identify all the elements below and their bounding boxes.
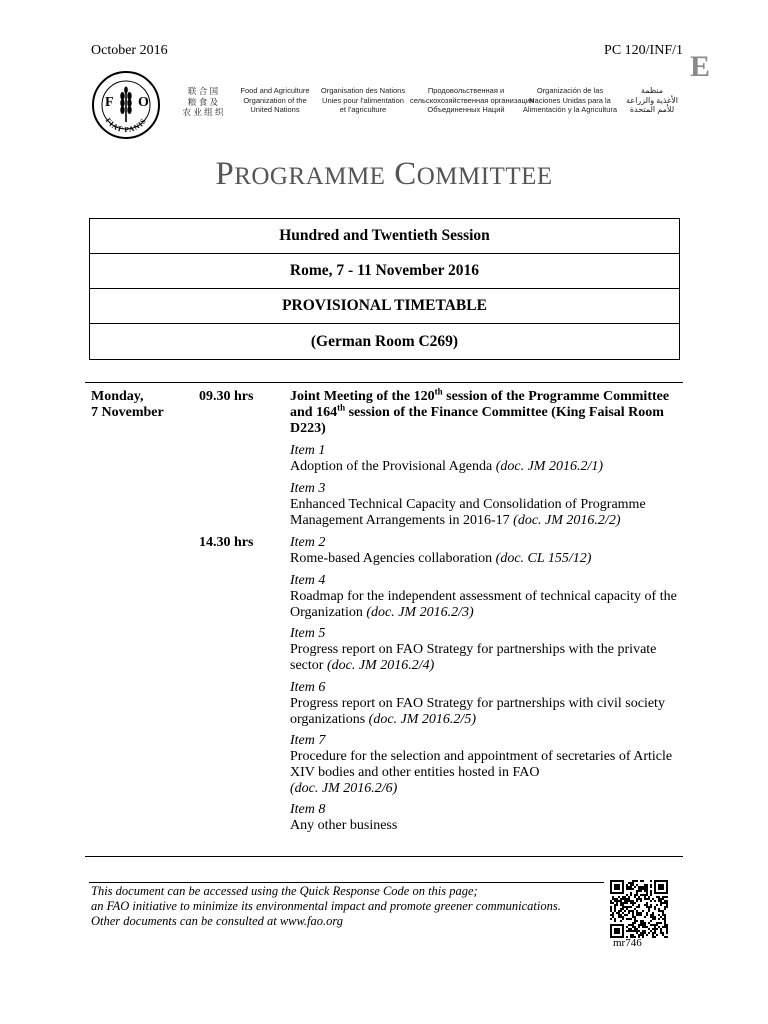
agenda-item: Item 8 Any other business — [290, 802, 398, 833]
wheat-ear-icon — [120, 87, 131, 123]
agenda-item: Item 2 Rome-based Agencies collaboration (doc. CL 155/12) — [290, 535, 592, 566]
org-name-arabic: منظمة الأغذية والزراعة للأمم المتحدة — [626, 86, 678, 114]
committee-title: PROGRAMME COMMITTEE — [215, 156, 553, 192]
org-name-french: Organisation des Nations Unies pour l'alimentation et l'agriculture — [320, 86, 406, 114]
agenda-item: Item 4 Roadmap for the independent assessment of technical capacity of the Organization (doc. JM 2016.2/3) — [290, 573, 677, 620]
footnote-rule — [89, 882, 604, 883]
schedule-day: Monday, 7 November — [91, 389, 164, 420]
schedule-bottom-rule — [85, 856, 683, 857]
qr-code-icon — [610, 880, 668, 938]
agenda-item: Item 3 Enhanced Technical Capacity and Consolidation of Programme Management Arrangements in 2016-17 (doc. JM 2016.2/2) — [290, 481, 646, 528]
meeting-room: (German Room C269) — [90, 323, 679, 359]
logo-letter-o: O — [138, 95, 149, 110]
agenda-item: Item 5 Progress report on FAO Strategy for partnerships with the private sector (doc. JM 2016.2/4) — [290, 626, 657, 673]
logo-motto: FIAT PANIS — [103, 116, 149, 135]
joint-meeting-heading: Joint Meeting of the 120th session of the Programme Committee and 164th session of the Finance Committee (King Faisal Room D223) — [290, 386, 670, 436]
org-name-english: Food and Agriculture Organization of the United Nations — [240, 86, 310, 114]
session-name: Hundred and Twentieth Session — [279, 227, 490, 244]
timetable-title: PROVISIONAL TIMETABLE — [90, 288, 679, 323]
session-place-dates: Rome, 7 - 11 November 2016 — [90, 253, 679, 288]
agenda-item: Item 1 Adoption of the Provisional Agenda (doc. JM 2016.2/1) — [290, 443, 604, 474]
agenda-item: Item 7 Procedure for the selection and appointment of secretaries of Article XIV bodies and other entities hosted in FAO (doc. JM 2016.2/6) — [290, 733, 673, 796]
time-morning: 09.30 hrs — [199, 389, 254, 404]
logo-letter-f: F — [105, 95, 114, 110]
document-date: October 2016 — [91, 43, 168, 58]
org-name-chinese: 联 合 国 粮 食 及 农 业 组 织 — [182, 86, 224, 117]
language-letter: E — [690, 50, 711, 83]
agenda-item: Item 6 Progress report on FAO Strategy for partnerships with civil society organizations (doc. JM 2016.2/5) — [290, 680, 665, 727]
document-symbol: PC 120/INF/1 — [604, 43, 683, 58]
time-afternoon: 14.30 hrs — [199, 535, 254, 550]
footnote: This document can be accessed using the Quick Response Code on this page; an FAO initiative to minimize its environmental impact and promote greener communications. Other documents can be consulted at www.fao.org — [91, 884, 561, 928]
qr-code-label: mr746 — [613, 937, 642, 949]
fao-logo — [91, 70, 161, 140]
schedule-top-rule — [85, 382, 683, 383]
session-info-box — [89, 218, 680, 360]
org-name-spanish: Organización de las Naciones Unidas para la Alimentación y la Agricultura — [522, 86, 618, 114]
org-name-russian: Продовольственная и сельскохозяйственная организация Объединенных Наций — [410, 86, 535, 114]
